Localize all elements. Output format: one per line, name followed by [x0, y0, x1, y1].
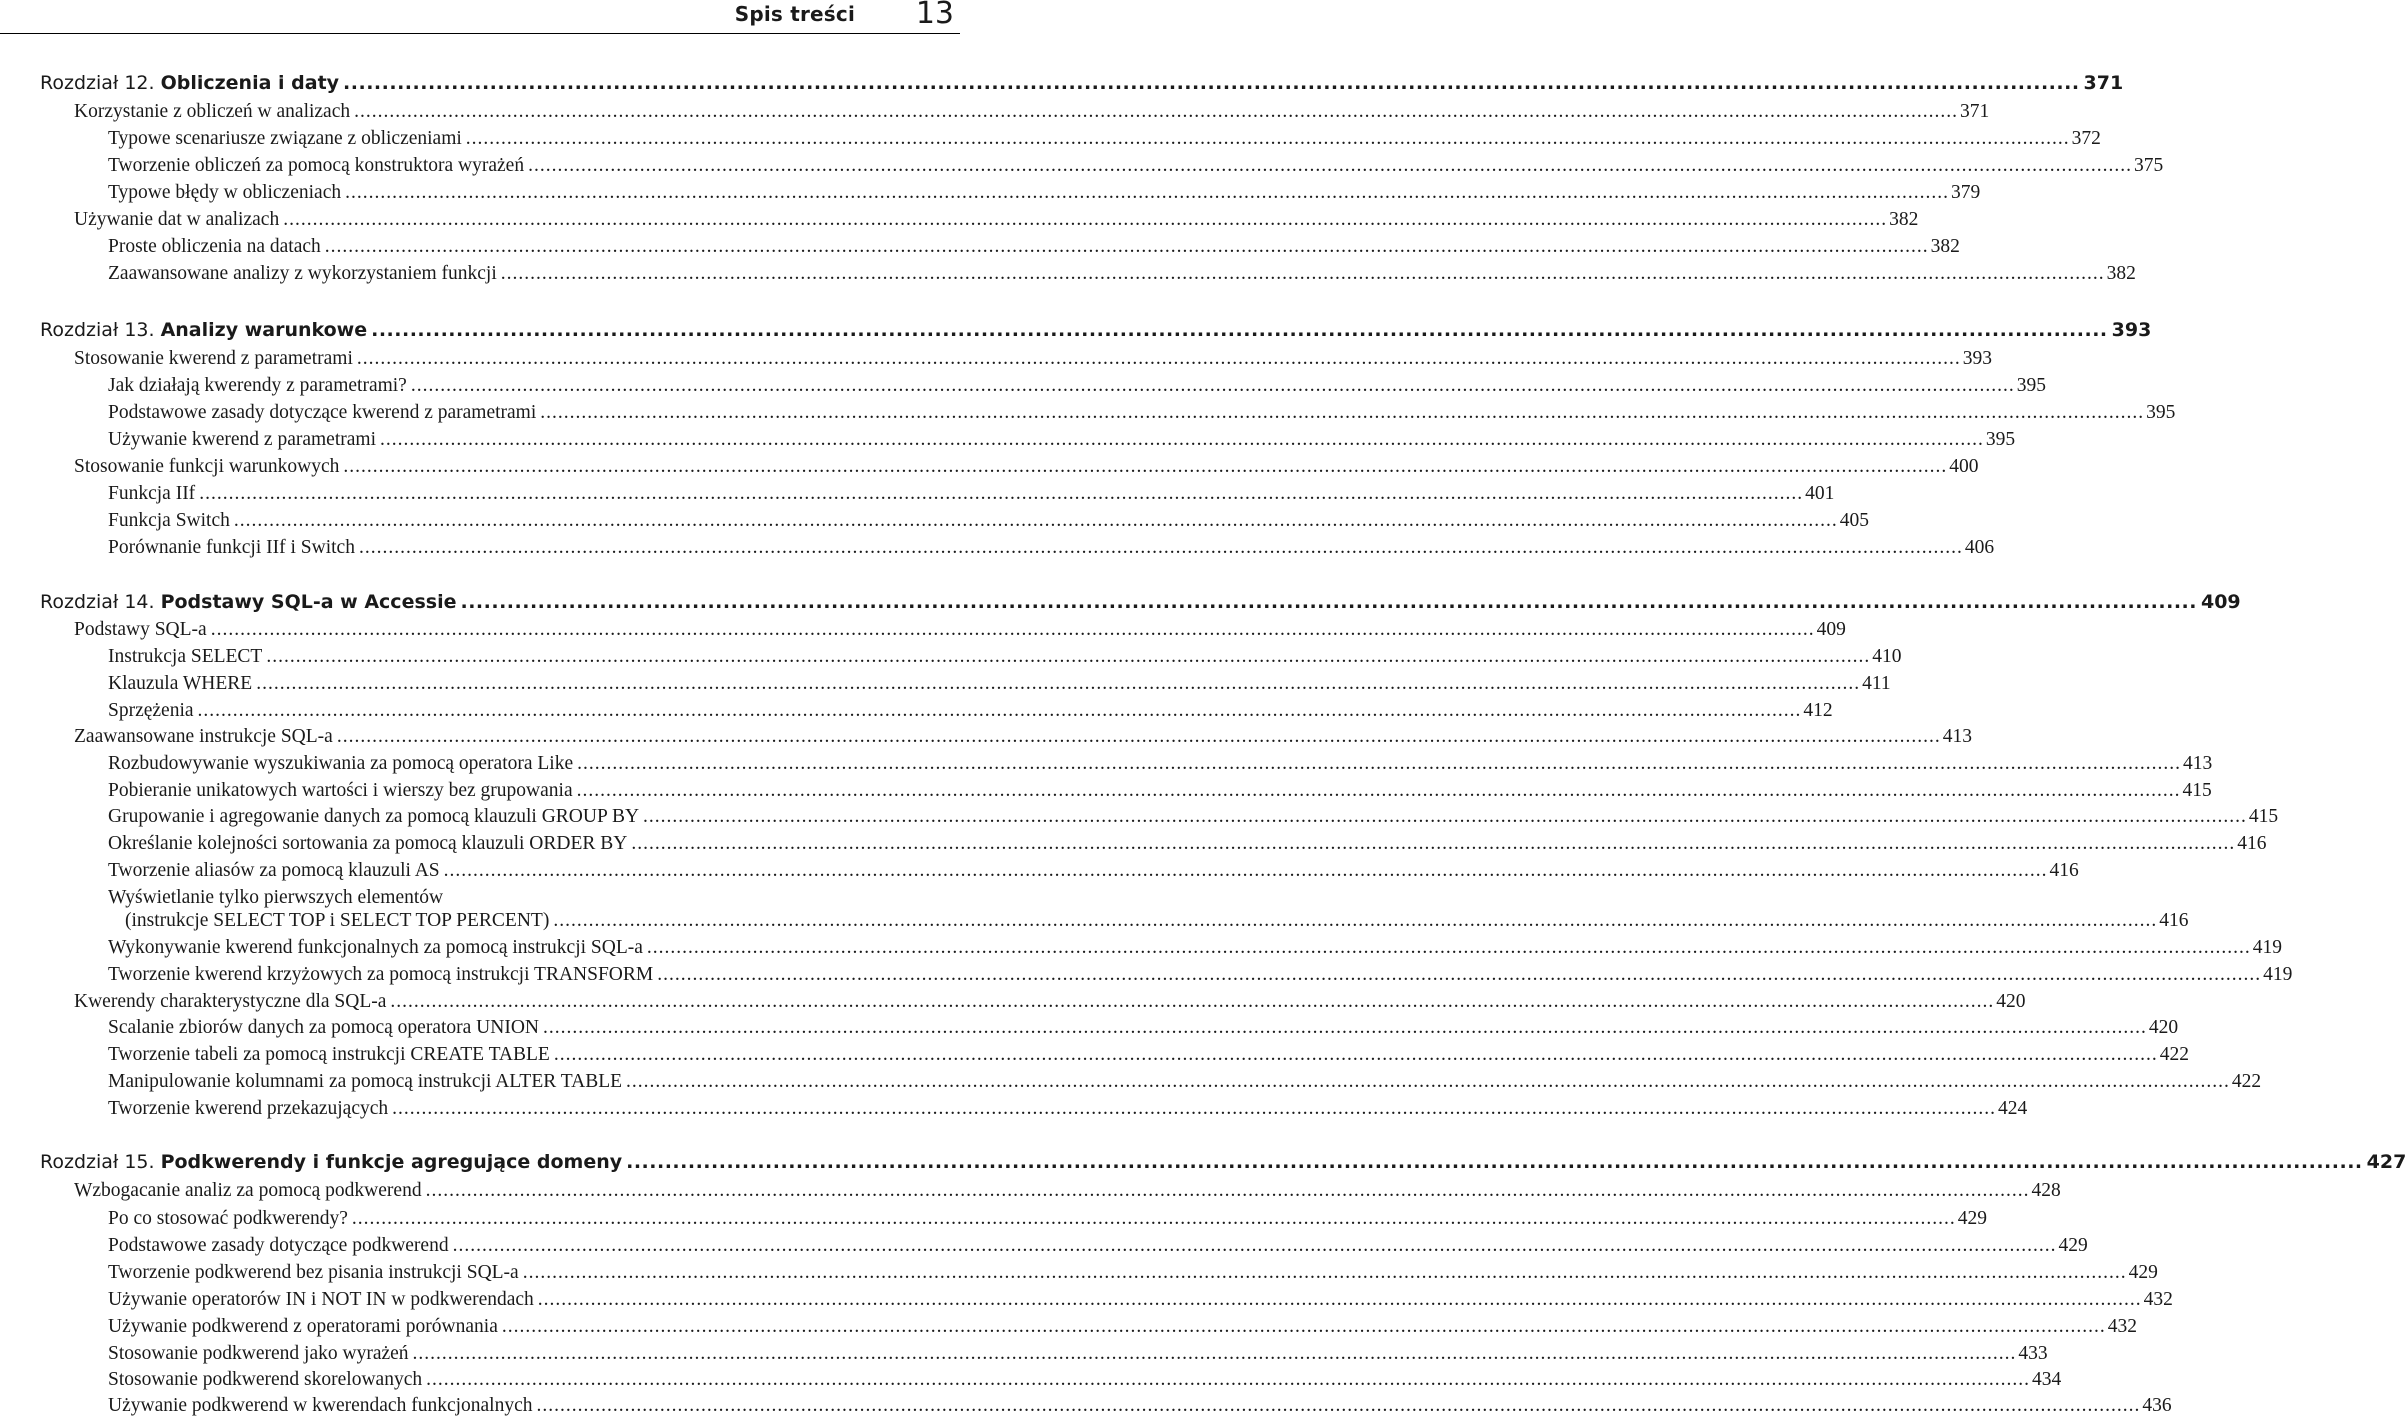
dot-leader — [540, 399, 2144, 426]
dot-leader — [554, 1041, 2158, 1068]
entry-page: 400 — [1949, 456, 1979, 477]
entry-title: Zaawansowane analizy z wykorzystaniem funkcji — [108, 263, 497, 284]
dot-leader — [345, 179, 1949, 206]
entry-title: Stosowanie podkwerend jako wyrażeń — [108, 1343, 409, 1364]
dot-leader — [643, 803, 2247, 830]
toc-entry: Wyświetlanie tylko pierwszych elementów — [108, 887, 444, 908]
entry-title: Tworzenie obliczeń za pomocą konstruktora wyrażeń — [108, 155, 525, 176]
entry-title: Używanie podkwerend z operatorami porównania — [108, 1316, 498, 1337]
dot-leader — [411, 372, 2015, 399]
entry-page: 411 — [1862, 673, 1891, 694]
entry-title: Podstawy SQL-a — [74, 619, 207, 640]
dot-leader — [523, 1259, 2127, 1286]
toc-entry — [0, 372, 2046, 399]
entry-title: Instrukcja SELECT — [108, 646, 263, 667]
toc-entry — [0, 777, 2212, 804]
entry-page: 413 — [1942, 726, 1972, 747]
dot-leader — [380, 426, 1984, 453]
dot-leader — [631, 830, 2235, 857]
dot-leader — [444, 857, 2048, 884]
entry-title: Proste obliczenia na datach — [108, 236, 321, 257]
toc-entry — [0, 830, 2267, 857]
dot-leader — [211, 616, 1815, 643]
entry-page: 405 — [1839, 510, 1869, 531]
entry-title: Scalanie zbiorów danych za pomocą operatora UNION — [108, 1017, 539, 1038]
entry-page: 382 — [1930, 236, 1960, 257]
entry-title: Wykonywanie kwerend funkcjonalnych za pomocą instrukcji SQL-a — [108, 937, 643, 958]
entry-title: Tworzenie tabeli za pomocą instrukcji CREATE TABLE — [108, 1044, 550, 1065]
entry-title: Używanie dat w analizach — [74, 209, 280, 230]
entry-page: 433 — [2018, 1343, 2048, 1364]
entry-page: 419 — [2263, 964, 2293, 985]
entry-title: Manipulowanie kolumnami za pomocą instrukcji ALTER TABLE — [108, 1071, 623, 1092]
entry-title: Kwerendy charakterystyczne dla SQL-a — [74, 991, 387, 1012]
dot-leader — [354, 98, 1958, 125]
dot-leader — [501, 260, 2105, 287]
toc-entry — [0, 1041, 2189, 1068]
entry-page: 420 — [2148, 1017, 2179, 1038]
entry-title: Używanie podkwerend w kwerendach funkcjonalnych — [108, 1395, 533, 1416]
chapter-heading — [0, 315, 2152, 345]
toc-entry — [0, 750, 2213, 777]
toc-entry — [0, 1259, 2158, 1286]
toc-entry — [0, 1286, 2173, 1313]
chapter-heading — [0, 587, 2241, 617]
entry-page: 432 — [2107, 1316, 2137, 1337]
chapter-heading — [0, 68, 2124, 98]
dot-leader — [460, 587, 2197, 617]
entry-title: (instrukcje SELECT TOP i SELECT TOP PERCENT) — [125, 910, 550, 931]
dot-leader — [234, 507, 1838, 534]
dot-leader — [392, 1095, 1996, 1122]
toc-entry — [0, 1068, 2262, 1095]
toc-entry — [0, 1313, 2137, 1340]
toc-entry — [0, 453, 1979, 480]
chapter-page: 371 — [2083, 72, 2124, 94]
entry-title: Rozbudowywanie wyszukiwania za pomocą operatora Like — [108, 753, 574, 774]
entry-page: 379 — [1950, 182, 1981, 203]
chapter-title: Obliczenia i daty — [160, 72, 340, 94]
dot-leader — [352, 1205, 1956, 1232]
toc-entry — [0, 988, 2026, 1015]
dot-leader — [198, 697, 1802, 724]
entry-page: 382 — [1889, 209, 1919, 230]
dot-leader — [343, 453, 1947, 480]
toc-entry — [0, 1205, 1988, 1232]
toc-entry — [0, 670, 1891, 697]
toc-entry — [0, 179, 1981, 206]
entry-page: 436 — [2142, 1395, 2172, 1416]
toc-entry — [0, 723, 1972, 750]
dot-leader — [543, 1014, 2147, 1041]
toc-entry — [0, 1340, 2048, 1367]
entry-title: Grupowanie i agregowanie danych za pomocą klauzuli GROUP BY — [108, 806, 640, 827]
entry-title: Używanie kwerend z parametrami — [108, 429, 376, 450]
chapter-page: 427 — [2366, 1151, 2406, 1173]
entry-page: 375 — [2133, 155, 2164, 176]
entry-title: Używanie operatorów IN i NOT IN w podkwerendach — [108, 1289, 534, 1310]
chapter-page: 393 — [2111, 319, 2152, 341]
chapter-title: Analizy warunkowe — [160, 319, 368, 341]
dot-leader — [577, 750, 2181, 777]
chapter-prefix: Rozdział 12. — [40, 72, 155, 94]
entry-page: 428 — [2031, 1180, 2061, 1201]
entry-page: 429 — [1957, 1208, 1988, 1229]
dot-leader — [453, 1232, 2057, 1259]
dot-leader — [426, 1366, 2030, 1393]
toc-entry — [0, 206, 1919, 233]
chapter-heading — [0, 1147, 2406, 1177]
entry-page: 395 — [1985, 429, 2016, 450]
dot-leader — [537, 1392, 2141, 1419]
toc-entry — [0, 233, 1960, 260]
dot-leader — [256, 670, 1860, 697]
entry-title: Stosowanie podkwerend skorelowanych — [108, 1369, 423, 1390]
entry-title: Jak działają kwerendy z parametrami? — [108, 375, 407, 396]
header-rule — [0, 33, 960, 34]
toc-entry — [0, 1392, 2172, 1419]
dot-leader — [502, 1313, 2106, 1340]
toc-entry — [0, 934, 2283, 961]
entry-title: Klauzula WHERE — [108, 673, 253, 694]
running-title: Spis treści — [734, 2, 855, 26]
entry-title: Funkcja IIf — [108, 483, 196, 504]
entry-page: 416 — [2049, 860, 2079, 881]
page-number: 13 — [915, 0, 954, 31]
toc-entry — [0, 907, 2189, 934]
entry-page: 416 — [2159, 910, 2189, 931]
entry-page: 372 — [2071, 128, 2101, 149]
toc-entry — [0, 803, 2279, 830]
dot-leader — [466, 125, 2070, 152]
entry-title: Tworzenie aliasów za pomocą klauzuli AS — [108, 860, 440, 881]
dot-leader — [390, 988, 1994, 1015]
chapter-title: Podstawy SQL-a w Accessie — [160, 591, 457, 613]
entry-title: Zaawansowane instrukcje SQL-a — [74, 726, 333, 747]
dot-leader — [657, 961, 2261, 988]
dot-leader — [413, 1340, 2017, 1367]
dot-leader — [199, 480, 1803, 507]
toc-entry — [0, 643, 1902, 670]
toc-entry — [0, 507, 1869, 534]
dot-leader — [426, 1177, 2030, 1204]
entry-page: 424 — [1998, 1098, 2028, 1119]
toc-entry — [0, 345, 1992, 372]
entry-title: Funkcja Switch — [108, 510, 230, 531]
entry-page: 395 — [2146, 402, 2176, 423]
entry-page: 432 — [2143, 1289, 2173, 1310]
toc-entry — [0, 98, 1990, 125]
toc-entry — [0, 857, 2079, 884]
entry-title: Stosowanie kwerend z parametrami — [74, 348, 353, 369]
toc-entry — [0, 697, 1833, 724]
entry-title: Typowe błędy w obliczeniach — [108, 182, 342, 203]
chapter-prefix: Rozdział 13. — [40, 319, 155, 341]
dot-leader — [371, 315, 2108, 345]
entry-page: 422 — [2231, 1071, 2262, 1092]
entry-title: Podstawowe zasady dotyczące podkwerend — [108, 1235, 449, 1256]
dot-leader — [626, 1147, 2363, 1177]
dot-leader — [337, 723, 1941, 750]
toc-entry — [0, 399, 2176, 426]
entry-page: 415 — [2182, 780, 2212, 801]
entry-title: Pobieranie unikatowych wartości i wierszy bez grupowania — [108, 780, 573, 801]
entry-page: 420 — [1996, 991, 2026, 1012]
entry-page: 412 — [1803, 700, 1833, 721]
toc-entry — [0, 125, 2101, 152]
page-header — [0, 0, 960, 34]
entry-page: 429 — [2128, 1262, 2158, 1283]
toc-entry — [0, 480, 1835, 507]
toc-entry — [0, 426, 2016, 453]
toc-entry — [0, 1177, 2061, 1204]
toc-entry — [0, 1232, 2088, 1259]
entry-page: 410 — [1872, 646, 1902, 667]
dot-leader — [538, 1286, 2142, 1313]
entry-title: Po co stosować podkwerendy? — [108, 1208, 348, 1229]
toc-entry — [0, 961, 2293, 988]
dot-leader — [325, 233, 1929, 260]
entry-title: Tworzenie podkwerend bez pisania instrukcji SQL-a — [108, 1262, 519, 1283]
dot-leader — [343, 68, 2080, 98]
chapter-page: 409 — [2200, 591, 2241, 613]
dot-leader — [283, 206, 1887, 233]
entry-title: Określanie kolejności sortowania za pomocą klauzuli ORDER BY — [108, 833, 628, 854]
chapter-prefix: Rozdział 14. — [40, 591, 155, 613]
entry-page: 422 — [2159, 1044, 2189, 1065]
entry-page: 401 — [1805, 483, 1835, 504]
entry-page: 371 — [1960, 101, 1990, 122]
entry-title: Porównanie funkcji IIf i Switch — [108, 537, 355, 558]
dot-leader — [577, 777, 2181, 804]
entry-page: 406 — [1964, 537, 1995, 558]
entry-page: 413 — [2183, 753, 2213, 774]
entry-page: 416 — [2237, 833, 2267, 854]
entry-page: 434 — [2031, 1369, 2062, 1390]
toc-entry — [0, 1366, 2062, 1393]
entry-title: Typowe scenariusze związane z obliczeniami — [108, 128, 462, 149]
dot-leader — [357, 345, 1961, 372]
entry-page: 395 — [2016, 375, 2046, 396]
toc-entry — [0, 1014, 2179, 1041]
toc-entry — [0, 534, 1995, 561]
dot-leader — [266, 643, 1870, 670]
entry-title: Sprzężenia — [108, 700, 194, 721]
dot-leader — [647, 934, 2251, 961]
toc-entry — [0, 260, 2136, 287]
toc-entry — [0, 152, 2164, 179]
chapter-title: Podkwerendy i funkcje agregujące domeny — [160, 1151, 623, 1173]
entry-page: 419 — [2252, 937, 2283, 958]
entry-page: 382 — [2106, 263, 2136, 284]
entry-title: Tworzenie kwerend krzyżowych za pomocą instrukcji TRANSFORM — [108, 964, 654, 985]
dot-leader — [528, 152, 2132, 179]
toc-entry — [0, 616, 1846, 643]
entry-page: 429 — [2058, 1235, 2088, 1256]
entry-title: Stosowanie funkcji warunkowych — [74, 456, 340, 477]
entry-title: Podstawowe zasady dotyczące kwerend z parametrami — [108, 402, 537, 423]
entry-page: 415 — [2248, 806, 2279, 827]
entry-title: Korzystanie z obliczeń w analizach — [74, 101, 351, 122]
dot-leader — [553, 907, 2157, 934]
dot-leader — [359, 534, 1963, 561]
dot-leader — [626, 1068, 2230, 1095]
entry-page: 409 — [1816, 619, 1846, 640]
chapter-prefix: Rozdział 15. — [40, 1151, 155, 1173]
toc-entry — [0, 1095, 2028, 1122]
entry-title: Wzbogacanie analiz za pomocą podkwerend — [74, 1180, 422, 1201]
entry-title: Tworzenie kwerend przekazujących — [108, 1098, 389, 1119]
entry-page: 393 — [1962, 348, 1992, 369]
